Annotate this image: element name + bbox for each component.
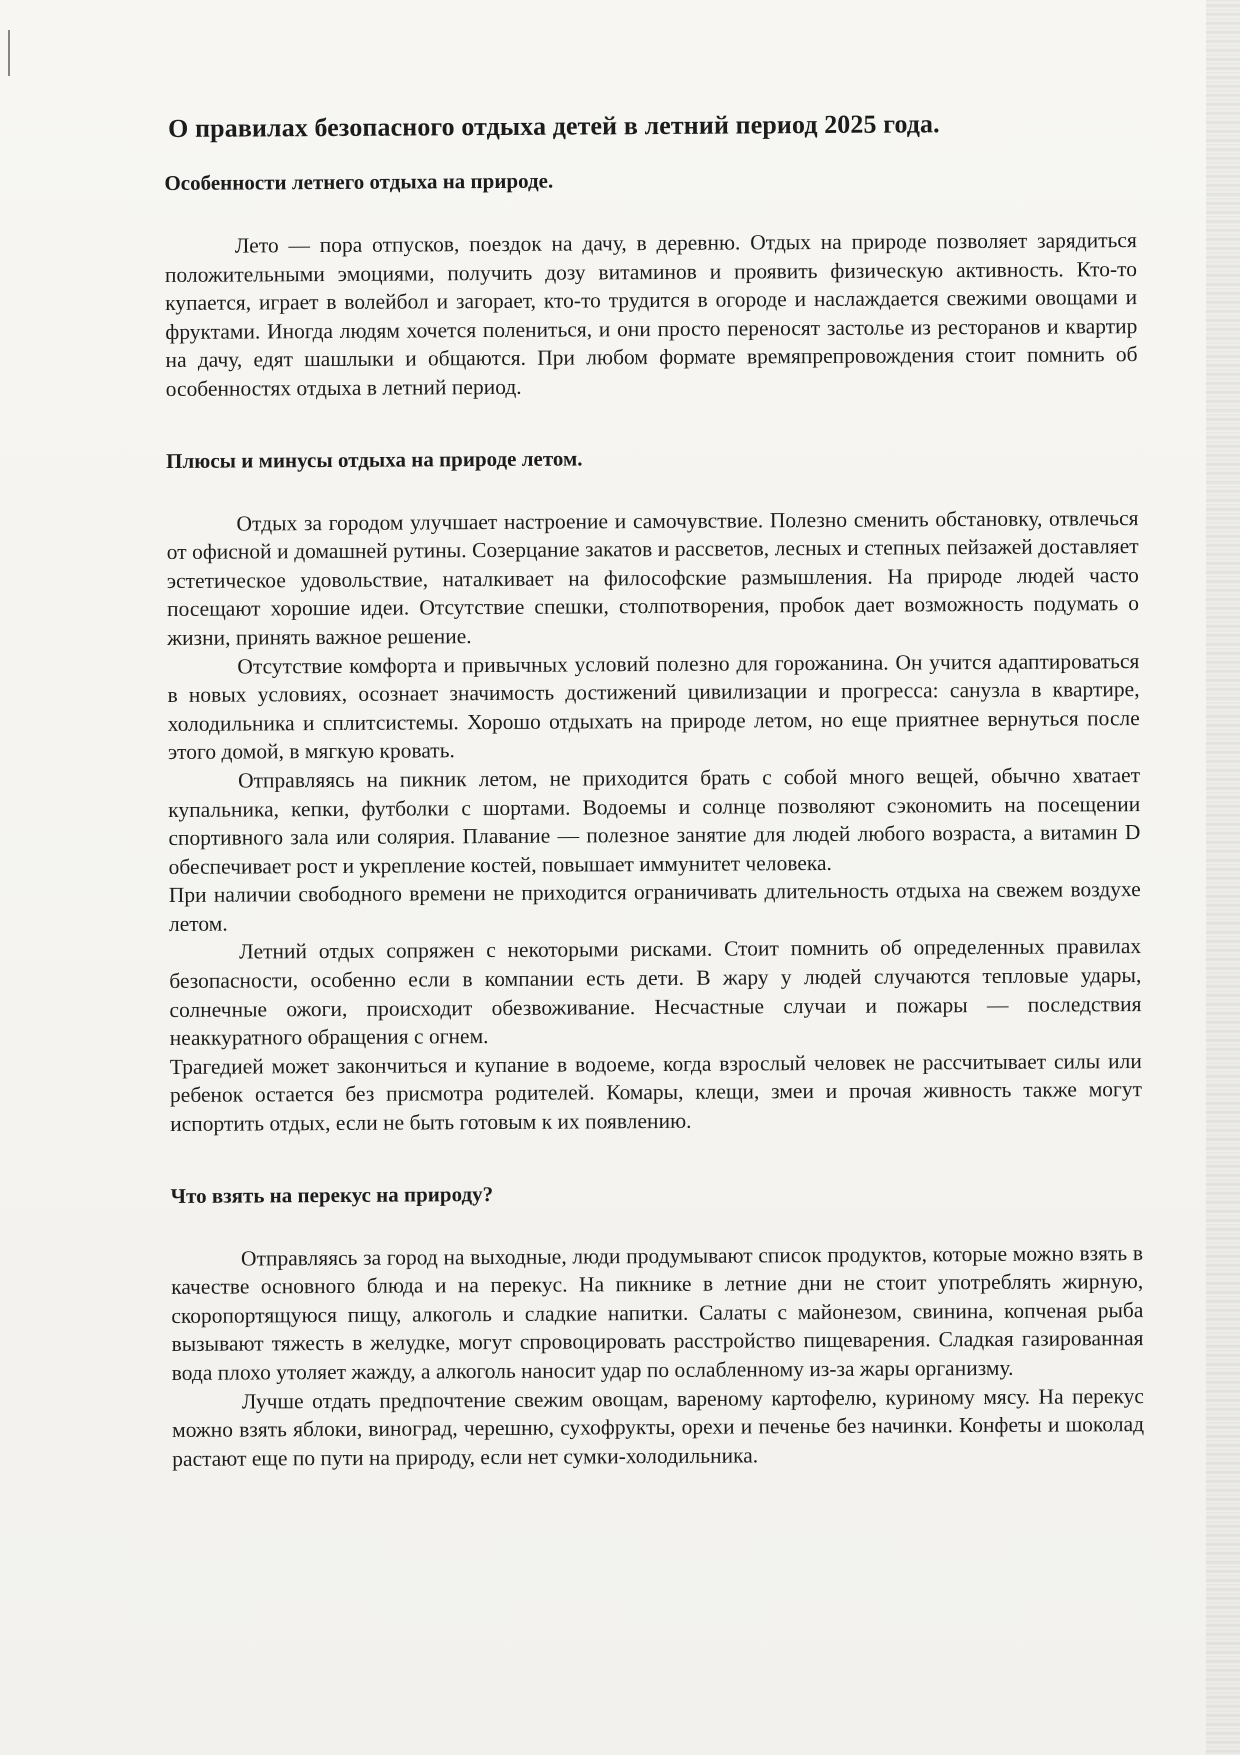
scan-edge-right xyxy=(1206,0,1240,1755)
paragraph: Летний отдых сопряжен с некоторыми рисками. Стоит помнить об определенных правилах безопасности, особенно если в компании есть дети. В жару у людей случаются тепловые удары, солнечные ожоги, происходит обезвоживание. Несчастные случаи и пожары — последствия неаккуратного обращения с огнем. xyxy=(169,934,1142,1051)
paragraph: Лето — пора отпусков, поездок на дачу, в деревню. Отдых на природе позволяет зарядиться положительными эмоциями, получить дозу витаминов и проявить физическую активность. Кто-то купается, играет в волейбол и загорает, кто-то трудится в огороде и наслаждается свежими овощами и фруктами. Иногда людям хочется полениться, и они просто переносят застолье из ресторанов и квартир на дачу, едят шашлыки и общаются. При любом формате времяпрепровождения стоит помнить об особенностях отдыха в летний период. xyxy=(164,228,1138,401)
paragraph: Отсутствие комфорта и привычных условий полезно для горожанина. Он учится адаптироваться в новых условиях, осознает значимость достижений цивилизации и прогресса: санузла в квартире, холодильника и сплитсистемы. Хорошо отдыхать на природе летом, но еще приятнее вернуться после этого домой, в мягкую кровать. xyxy=(167,648,1140,765)
paragraph: Отправляясь на пикник летом, не приходится брать с собой много вещей, обычно хватает купальника, кепки, футболки с шортами. Водоемы и солнце позволяют сэкономить на посещении спортивного зала или солярия. Плавание — полезное занятие для людей любого возраста, а витамин D обеспечивает рост и укрепление костей, повышает иммунитет человека. xyxy=(168,762,1141,879)
document-title: О правилах безопасного отдыха детей в летний период 2025 года. xyxy=(168,109,940,143)
paragraph: Отдых за городом улучшает настроение и самочувствие. Полезно сменить обстановку, отвлечься от офисной и домашней рутины. Созерцание закатов и рассветов, лесных и степных пейзажей доставляет эстетическое удовольствие, наталкивает на философские размышления. На природе людей часто посещают хорошие идеи. Отсутствие спешки, столпотворения, пробок дает возможность подумать о жизни, принять важное решение. xyxy=(166,505,1140,650)
paragraph: Лучше отдать предпочтение свежим овощам, вареному картофелю, куриному мясу. На перекус можно взять яблоки, виноград, черешню, сухофрукты, орехи и печенье без начинки. Конфеты и шоколад растают еще по пути на природу, если нет сумки-холодильника. xyxy=(171,1383,1145,1471)
section-pros-cons xyxy=(166,440,1142,1139)
section-heading: Что взять на перекус на природу? xyxy=(170,1181,494,1208)
scan-mark-left xyxy=(8,30,10,76)
document-body xyxy=(164,106,1144,1473)
section-snacks xyxy=(171,1175,1145,1474)
paragraph: Трагедией может закончиться и купание в водоеме, когда взрослый человек не рассчитывает силы или ребенок остается без присмотра родителей. Комары, клещи, змеи и прочая живность также могут испортить отдых, если не быть готовым к их появлению. xyxy=(169,1048,1143,1137)
section-heading: Особенности летнего отдыха на природе. xyxy=(164,168,554,195)
paragraph: При наличии свободного времени не приходится ограничивать длительность отдыха на свежем воздухе летом. xyxy=(168,877,1141,936)
section-heading: Плюсы и минусы отдыха на природе летом. xyxy=(166,446,583,473)
section-summer-features xyxy=(164,162,1137,403)
paragraph: Отправляясь за город на выходные, люди продумывают список продуктов, которые можно взять в качестве основного блюда и на перекус. На пикнике в летние дни не стоит употреблять жирную, скоропортящуюся пищу, алкоголь и сладкие напитки. Салаты с майонезом, свинина, копченая рыба вызывают тяжесть в желудке, могут спровоцировать расстройство пищеварения. Сладкая газированная вода плохо утоляет жажду, а алкоголь наносит удар по ослабленному из-за жары организму. xyxy=(171,1240,1144,1385)
